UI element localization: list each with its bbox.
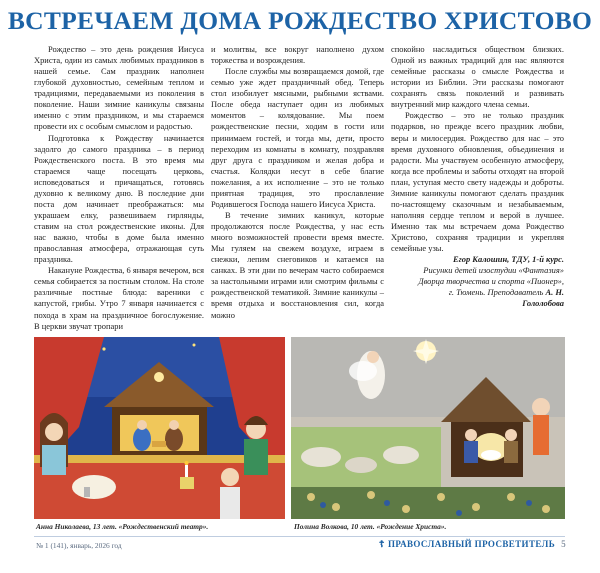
publication-name: ПРАВОСЛАВНЫЙ ПРОСВЕТИТЕЛЬ: [387, 539, 556, 549]
author-signature: [391, 254, 564, 265]
paragraph: Накануне Рождества, 6 января вечером, вся семья собирается за постным столом. На столе различные постные блюда: вареники с капустой, грибы. Утро 7 января начинается с похода в храм на праздничное богослужение. В церкви звучат тропари: [34, 265, 204, 331]
column-1: [34, 44, 204, 332]
paragraph: Подготовка к Рождеству начинается задолго до самого праздника – в период Рождественского поста. В это время мы стараемся чаще посещать церковь, исповедоваться и причащаться, готовясь духовно к великому дню. В последние дни поста дом начинает преображаться: мы украшаем елку, развешиваем гирлянды, ставим на стол рождественские иконы. Для нас важно, чтобы в доме была именно православная атмосфера, отражающая суть праздника.: [34, 132, 204, 265]
footer-divider: [34, 536, 565, 537]
paragraph: и молитвы, все вокруг наполнено духом торжества и возрождения.: [211, 44, 384, 66]
credits-line-2: Дворца творчества и спорта «Пионер»,: [418, 276, 564, 287]
credits-line-1: Рисунки детей изостудии «Фантазия»: [423, 265, 564, 276]
paragraph: В течение зимних каникул, которые продолжаются после Рождества, у нас есть много возможностей провести время вместе. Мы гуляем на свежем воздухе, играем в снежки, лепим снеговиков и катаемся на санках. В эти дни по вечерам часто собираемся за настольными играми или смотрим фильмы с рождественской тематикой. Зимние каникулы – время отдыха и восстановления сил, когда можно: [211, 209, 384, 320]
column-2: [211, 44, 384, 321]
column-3: [391, 44, 564, 310]
page-number: 5: [561, 539, 566, 549]
paragraph: Рождество – это день рождения Иисуса Христа, один из самых любимых праздников в нашей семье. Сам праздник наполнен глубокой духовностью, семейным теплом и традициями, передаваемыми из поколения в поколение. Наши зимние каникулы связаны именно с этим праздником, и мы стараемся провести их с особым смыслом и радостью.: [34, 44, 204, 132]
drawing-birth-of-christ: [291, 337, 565, 519]
article-title: ВСТРЕЧАЕМ ДОМА РОЖДЕСТВО ХРИСТОВО: [7, 6, 593, 35]
caption-drawing-1: Анна Николаева, 13 лет. «Рождественский театр».: [36, 522, 209, 531]
footer-brand-block: [379, 539, 566, 550]
paragraph: Рождество – это не только праздник подарков, но прежде всего праздник любви, веры и милосердия. Рождество для нас – это время духовного обновления, объединения и радости. Мы участвуем особенную атмосферу, когда все проблемы и заботы отходят на второй план, уступая место свету надежды и доброты. Зимние каникулы помогают сделать праздник по-настоящему сказочным и незабываемым, наполняя сердце теплом и верой в лучшее. Именно так мы встречаем дома Рождество Христово, сохраняя традиции и укрепляя семейные узы.: [391, 110, 564, 254]
credits-prefix: г. Тюмень. Преподаватель: [448, 287, 544, 298]
author-name: Егор Калошин, ТДУ, 1-й курс.: [452, 254, 564, 265]
issue-info: № 1 (141), январь, 2026 год: [36, 541, 122, 550]
paragraph: спокойно насладиться обществом близких. Одной из важных традиций для нас являются семейные рассказы о смысле Рождества и истории из Библии. Эти рассказы помогают сохранять связь поколений и развивать внутренний мир каждого члена семьи.: [391, 44, 564, 110]
credits-teacher: А. Н. Гололобова: [522, 287, 564, 309]
drawing-christmas-theater: [34, 337, 285, 519]
credits-line-3: [391, 287, 564, 309]
orthodox-cross-icon: ☦: [378, 539, 385, 549]
paragraph: После службы мы возвращаемся домой, где семью уже ждет праздничный обед. Теперь стол изобилует мясными, рыбными яствами. После обеда наступает один из любимых моментов – колядование. Мы поем рождественские песни, ходим в гости или принимаем гостей, и тогда мы, дети, просто переходим из комнаты в комнату, поздравляя друг друга с праздником и желая добра и счастья. Колядки несут в себе благие пожелания, а их исполнение – это не только приятная традиция, это прославление Родившегося Господа нашего Иисуса Христа.: [211, 66, 384, 209]
caption-drawing-2: Полина Волкова, 10 лет. «Рождение Христа».: [294, 522, 447, 531]
